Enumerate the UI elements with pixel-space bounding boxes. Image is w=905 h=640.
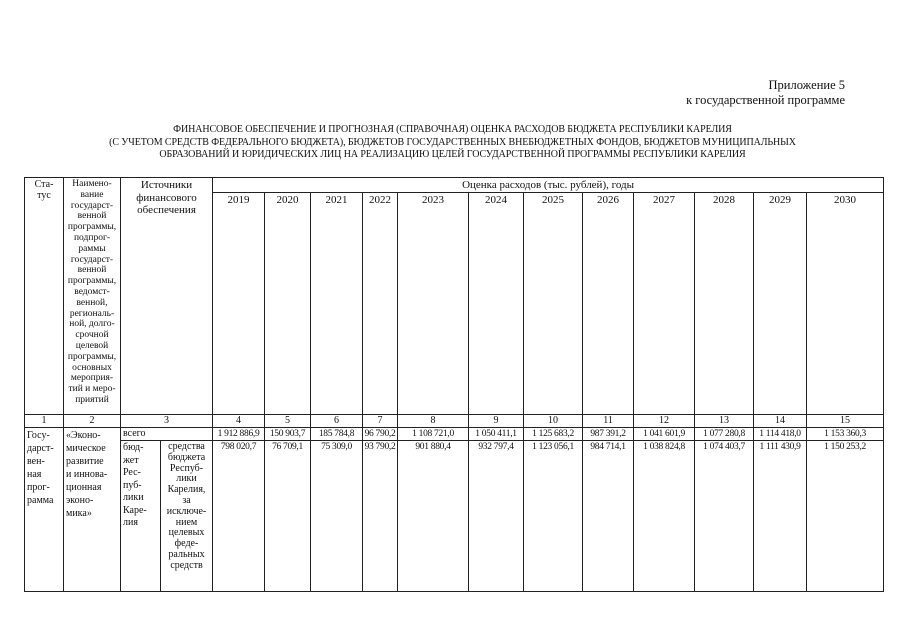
row-total-value: 1 114 418,0 bbox=[754, 428, 807, 441]
row-status: Госу- дарст- вен- ная прог- рамма bbox=[25, 428, 64, 592]
row-funds-value: 75 309,0 bbox=[311, 441, 363, 592]
row-including-label: бюд- жет Рес- пуб- лики Каре- лия bbox=[121, 441, 161, 592]
header-year: 2026 bbox=[583, 193, 634, 415]
row-funds-value: 1 111 430,9 bbox=[754, 441, 807, 592]
row-total-value: 1 108 721,0 bbox=[398, 428, 469, 441]
row-funds-value: 76 709,1 bbox=[265, 441, 311, 592]
header-year: 2024 bbox=[469, 193, 524, 415]
budget-table bbox=[24, 177, 884, 592]
row-funds-value: 984 714,1 bbox=[583, 441, 634, 592]
column-number: 8 bbox=[398, 415, 469, 428]
column-number: 1 bbox=[25, 415, 64, 428]
row-total-value: 1 050 411,1 bbox=[469, 428, 524, 441]
row-total-value: 1 041 601,9 bbox=[634, 428, 695, 441]
header-year: 2019 bbox=[213, 193, 265, 415]
row-total-value: 1 153 360,3 bbox=[807, 428, 884, 441]
row-funds-value: 93 790,2 bbox=[363, 441, 398, 592]
row-total-value: 150 903,7 bbox=[265, 428, 311, 441]
column-number: 12 bbox=[634, 415, 695, 428]
header-status: Ста- тус bbox=[25, 178, 64, 415]
column-number: 9 bbox=[469, 415, 524, 428]
column-numbers-row bbox=[25, 415, 884, 428]
column-number: 7 bbox=[363, 415, 398, 428]
header-year: 2022 bbox=[363, 193, 398, 415]
header-row bbox=[25, 178, 884, 193]
header-year: 2027 bbox=[634, 193, 695, 415]
column-number: 15 bbox=[807, 415, 884, 428]
column-number: 5 bbox=[265, 415, 311, 428]
row-funds-value: 1 038 824,8 bbox=[634, 441, 695, 592]
row-total-value: 1 912 886,9 bbox=[213, 428, 265, 441]
appendix-note bbox=[686, 78, 845, 108]
header-year: 2025 bbox=[524, 193, 583, 415]
column-number: 10 bbox=[524, 415, 583, 428]
header-program-name: Наимено- вание государст- венной программы, подпрог- раммы государст- венной программы, ведомст- венной, региональ- ной, долго- срочной целевой программы, основных мероприя- тий и меро- приятий bbox=[64, 178, 121, 415]
row-funds-value: 1 150 253,2 bbox=[807, 441, 884, 592]
appendix-line-2: к государственной программе bbox=[686, 93, 845, 107]
column-number: 4 bbox=[213, 415, 265, 428]
row-funds-value: 798 020,7 bbox=[213, 441, 265, 592]
table-row-total bbox=[25, 428, 884, 441]
row-funds-value: 1 123 056,1 bbox=[524, 441, 583, 592]
column-number: 11 bbox=[583, 415, 634, 428]
row-program-name: «Эконо- мическое развитие и иннова- ционная эконо- мика» bbox=[64, 428, 121, 592]
header-year: 2029 bbox=[754, 193, 807, 415]
column-number: 14 bbox=[754, 415, 807, 428]
table-row-regional-funds bbox=[25, 441, 884, 592]
column-number: 3 bbox=[121, 415, 213, 428]
column-number: 2 bbox=[64, 415, 121, 428]
row-total-value: 96 790,2 bbox=[363, 428, 398, 441]
header-year: 2020 bbox=[265, 193, 311, 415]
row-funds-value: 1 074 403,7 bbox=[695, 441, 754, 592]
column-number: 13 bbox=[695, 415, 754, 428]
column-number: 6 bbox=[311, 415, 363, 428]
appendix-line-1: Приложение 5 bbox=[768, 78, 845, 92]
row-funds-label: средства бюджета Респуб- лики Карелия, за исключе- нием целевых феде- ральных средств bbox=[161, 441, 213, 592]
header-year: 2023 bbox=[398, 193, 469, 415]
row-funds-value: 932 797,4 bbox=[469, 441, 524, 592]
row-total-value: 1 077 280,8 bbox=[695, 428, 754, 441]
row-total-value: 987 391,2 bbox=[583, 428, 634, 441]
title-line-2: (С УЧЕТОМ СРЕДСТВ ФЕДЕРАЛЬНОГО БЮДЖЕТА), БЮДЖЕТОВ ГОСУДАРСТВЕННЫХ ВНЕБЮДЖЕТНЫХ ФОНДОВ, БЮДЖЕТОВ МУНИЦИПАЛЬНЫХ bbox=[109, 136, 796, 148]
header-estimate: Оценка расходов (тыс. рублей), годы bbox=[213, 178, 884, 193]
row-total-label: всего bbox=[121, 428, 213, 441]
header-year: 2028 bbox=[695, 193, 754, 415]
header-funding-sources: Источники финансового обеспечения bbox=[121, 178, 213, 415]
row-total-value: 1 125 683,2 bbox=[524, 428, 583, 441]
document-title bbox=[40, 124, 865, 162]
header-year: 2021 bbox=[311, 193, 363, 415]
title-line-1: ФИНАНСОВОЕ ОБЕСПЕЧЕНИЕ И ПРОГНОЗНАЯ (СПРАВОЧНАЯ) ОЦЕНКА РАСХОДОВ БЮДЖЕТА РЕСПУБЛИКИ КАРЕЛИЯ bbox=[173, 124, 732, 135]
header-year: 2030 bbox=[807, 193, 884, 415]
row-total-value: 185 784,8 bbox=[311, 428, 363, 441]
row-funds-value: 901 880,4 bbox=[398, 441, 469, 592]
title-line-3: ОБРАЗОВАНИЙ И ЮРИДИЧЕСКИХ ЛИЦ НА РЕАЛИЗАЦИЮ ЦЕЛЕЙ ГОСУДАРСТВЕННОЙ ПРОГРАММЫ РЕСПУБЛИКИ КАРЕЛИЯ bbox=[159, 149, 746, 160]
